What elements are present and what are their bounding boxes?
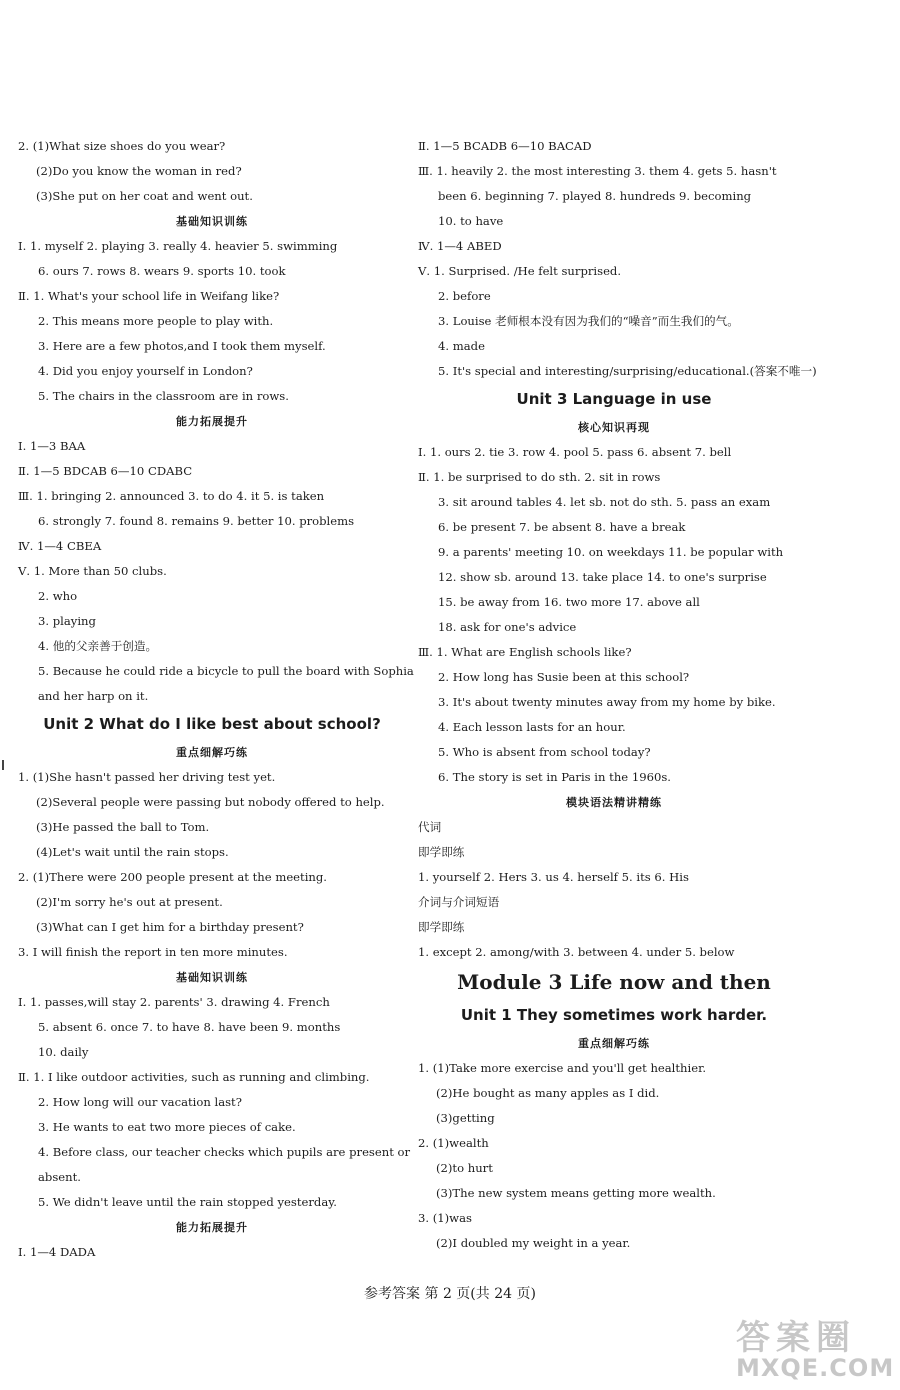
answer-line: 12. show sb. around 13. take place 14. to one's surprise [438, 570, 767, 584]
answer-line: (3)The new system means getting more wealth. [436, 1186, 716, 1200]
answer-line: 2. before [438, 289, 491, 303]
section-heading: 核心知识再现 [578, 421, 650, 434]
answer-line: 6. The story is set in Paris in the 1960s. [438, 770, 671, 784]
answer-line: (2)Several people were passing but nobody offered to help. [36, 795, 385, 809]
answer-line: (4)Let's wait until the rain stops. [36, 845, 229, 859]
answer-line: 3. Louise 老师根本没有因为我们的“噪音”而生我们的气。 [438, 314, 739, 328]
answer-line: (2)He bought as many apples as I did. [436, 1086, 660, 1100]
watermark-cn: 答案圈 [736, 1318, 856, 1358]
answer-line: 2. How long has Susie been at this school? [438, 670, 690, 684]
answer-line: 3. It's about twenty minutes away from my home by bike. [438, 695, 776, 709]
answer-line: 5. absent 6. once 7. to have 8. have been 9. months [38, 1020, 341, 1034]
answer-line: (2)Do you know the woman in red? [36, 164, 242, 178]
answer-line: Ⅲ. 1. bringing 2. announced 3. to do 4. it 5. is taken [18, 489, 325, 503]
answer-line: 3. (1)was [418, 1211, 472, 1225]
section-heading: 重点细解巧练 [578, 1037, 650, 1050]
answer-line: 2. (1)wealth [418, 1136, 489, 1150]
answer-line: 5. Because he could ride a bicycle to pull the board with Sophia [38, 664, 414, 678]
answer-line: Ⅱ. 1—5 BCADB 6—10 BACAD [418, 139, 592, 153]
answer-line: Ⅲ. 1. What are English schools like? [418, 645, 632, 659]
answer-line: 2. who [38, 589, 78, 603]
answer-line: Ⅱ. 1. be surprised to do sth. 2. sit in rows [418, 470, 661, 484]
right-column [418, 134, 817, 1256]
section-heading: 能力拓展提升 [176, 1221, 248, 1234]
answer-line: 1. except 2. among/with 3. between 4. under 5. below [418, 945, 735, 959]
answer-line: Ⅴ. 1. More than 50 clubs. [18, 564, 167, 578]
module-heading: Module 3 Life now and then [457, 970, 771, 994]
answer-line: 10. daily [38, 1045, 89, 1059]
left-column [18, 134, 414, 1265]
answer-line: 3. playing [38, 614, 96, 628]
answer-line: Ⅳ. 1—4 CBEA [18, 539, 102, 553]
answer-line: 15. be away from 16. two more 17. above all [438, 595, 700, 609]
binding-mark [2, 760, 4, 770]
answer-line: 4. Each lesson lasts for an hour. [438, 720, 626, 734]
answer-line: 5. We didn't leave until the rain stopped yesterday. [38, 1195, 337, 1209]
answer-line: 5. Who is absent from school today? [438, 745, 651, 759]
answer-line: 1. (1)She hasn't passed her driving test yet. [18, 770, 276, 784]
answer-line: 3. sit around tables 4. let sb. not do sth. 5. pass an exam [438, 495, 771, 509]
answer-line: 代词 [418, 820, 442, 834]
answer-line: (3)getting [436, 1111, 495, 1125]
unit-heading: Unit 1 They sometimes work harder. [460, 1006, 768, 1024]
answer-line: Ⅰ. 1. passes,will stay 2. parents' 3. drawing 4. French [18, 995, 330, 1009]
section-heading: 基础知识训练 [176, 215, 248, 228]
answer-line: 1. yourself 2. Hers 3. us 4. herself 5. its 6. His [418, 870, 689, 884]
answer-line: 5. It's special and interesting/surprising/educational.(答案不唯一) [438, 364, 817, 378]
answer-line: (2)I'm sorry he's out at present. [36, 895, 223, 909]
answer-line: Ⅲ. 1. heavily 2. the most interesting 3. them 4. gets 5. hasn't [418, 164, 777, 178]
answer-line: (2)I doubled my weight in a year. [436, 1236, 631, 1250]
answer-line: Ⅳ. 1—4 ABED [418, 239, 502, 253]
answer-line: 即学即练 [418, 920, 465, 934]
page-footer: 参考答案 第 2 页(共 24 页) [364, 1286, 536, 1302]
answer-line: 即学即练 [418, 845, 465, 859]
answer-line: 5. The chairs in the classroom are in rows. [38, 389, 289, 403]
answer-line: Ⅱ. 1. I like outdoor activities, such as running and climbing. [18, 1070, 370, 1084]
section-heading: 重点细解巧练 [176, 746, 248, 759]
answer-line: been 6. beginning 7. played 8. hundreds 9. becoming [438, 189, 752, 203]
answer-line: absent. [38, 1170, 81, 1184]
answer-line: 6. be present 7. be absent 8. have a break [438, 520, 686, 534]
answer-line: 4. made [438, 339, 485, 353]
answer-line: (3)He passed the ball to Tom. [36, 820, 210, 834]
section-heading: 模块语法精讲精练 [566, 796, 662, 809]
answer-line: 3. Here are a few photos,and I took them myself. [38, 339, 326, 353]
section-heading: 基础知识训练 [176, 971, 248, 984]
answer-line: (3)She put on her coat and went out. [36, 189, 253, 203]
answer-line: 6. strongly 7. found 8. remains 9. better 10. problems [38, 514, 355, 528]
answer-line: 2. How long will our vacation last? [38, 1095, 242, 1109]
answer-line: 2. (1)What size shoes do you wear? [18, 139, 226, 153]
answer-line: 3. He wants to eat two more pieces of cake. [38, 1120, 296, 1134]
answer-line: 3. I will finish the report in ten more minutes. [18, 945, 288, 959]
answer-line: 10. to have [438, 214, 504, 228]
answer-line: Ⅴ. 1. Surprised. /He felt surprised. [418, 264, 622, 278]
answer-line: 4. Did you enjoy yourself in London? [38, 364, 253, 378]
answer-line: Ⅰ. 1. myself 2. playing 3. really 4. heavier 5. swimming [18, 239, 338, 253]
unit-heading: Unit 2 What do I like best about school? [43, 715, 381, 733]
watermark-en: MXQE.COM [736, 1354, 895, 1382]
answer-line: Ⅰ. 1—4 DADA [18, 1245, 96, 1259]
watermark [730, 1310, 900, 1390]
answer-line: 2. This means more people to play with. [38, 314, 274, 328]
answer-line: (3)What can I get him for a birthday present? [36, 920, 304, 934]
answer-line: 1. (1)Take more exercise and you'll get healthier. [418, 1061, 707, 1075]
answer-line: 9. a parents' meeting 10. on weekdays 11. be popular with [438, 545, 784, 559]
answer-line: 4. Before class, our teacher checks which pupils are present or [38, 1145, 411, 1159]
answer-line: Ⅰ. 1. ours 2. tie 3. row 4. pool 5. pass 6. absent 7. bell [418, 445, 732, 459]
answer-line: 4. 他的父亲善于创造。 [38, 639, 158, 653]
answer-line: Ⅱ. 1. What's your school life in Weifang like? [18, 289, 280, 303]
answer-line: Ⅰ. 1—3 BAA [18, 439, 86, 453]
unit-heading: Unit 3 Language in use [516, 390, 712, 408]
answer-line: 2. (1)There were 200 people present at the meeting. [18, 870, 327, 884]
answer-line: (2)to hurt [436, 1161, 493, 1175]
answer-line: 介词与介词短语 [418, 895, 500, 909]
answer-line: 18. ask for one's advice [438, 620, 577, 634]
answer-line: and her harp on it. [38, 689, 149, 703]
answer-line: 6. ours 7. rows 8. wears 9. sports 10. took [38, 264, 286, 278]
section-heading: 能力拓展提升 [176, 415, 248, 428]
answer-line: Ⅱ. 1—5 BDCAB 6—10 CDABC [18, 464, 193, 478]
